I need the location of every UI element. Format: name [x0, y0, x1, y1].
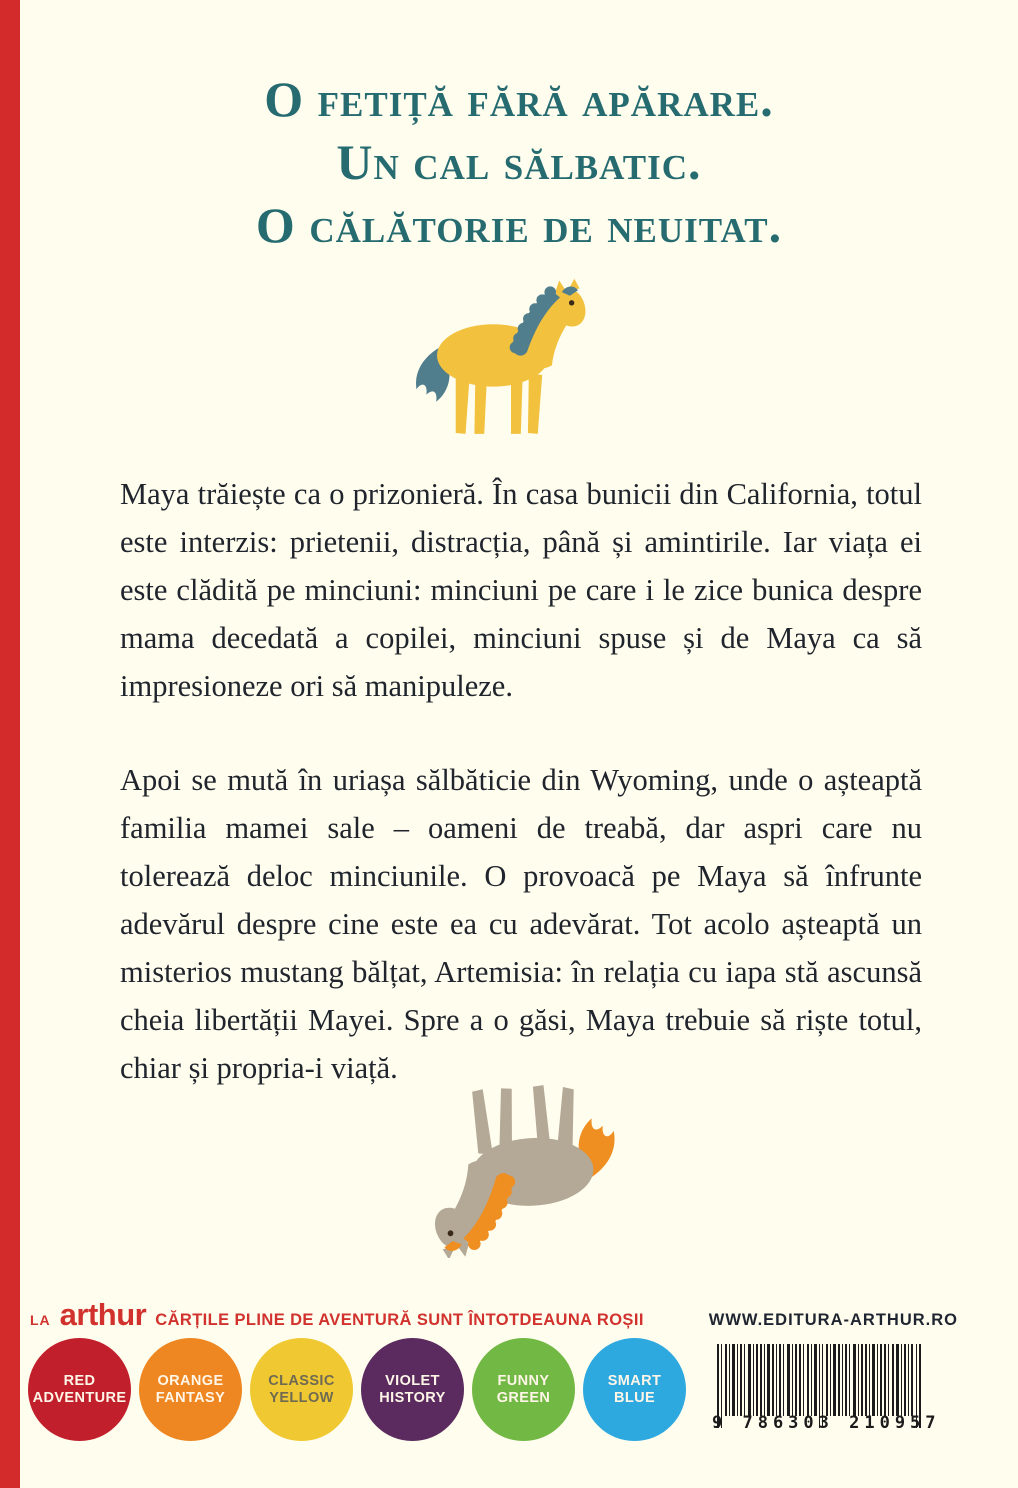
- badge-classic-yellow: CLASSIC YELLOW: [250, 1338, 353, 1441]
- barcode-number: 9 786303 210957: [712, 1413, 941, 1433]
- synopsis-paragraph-2: Apoi se mută în uriașa sălbăticie din Wyoming, unde o așteaptă familia mamei sale – oameni de treabă, dar aspri care nu tolerează deloc minciunile. O provoacă pe Maya să înfrunte adevărul despre cine este ea cu adevărat. Tot acolo așteaptă un misterios mustang bălțat, Artemisia: în relația cu iapa stă ascunsă cheia libertății Mayei. Spre a o găsi, Maya trebuie să riște totul, chiar și propria-i viață.: [120, 763, 922, 1085]
- tagline-line-2: Un cal sălbatic.: [336, 134, 702, 190]
- tagline-line-3: O călătorie de neuitat.: [255, 197, 783, 253]
- brand-prefix: LA: [30, 1312, 51, 1328]
- badge-funny-green: FUNNY GREEN: [472, 1338, 575, 1441]
- spine-stripe: [0, 0, 20, 1488]
- horse-rolling-illustration: [396, 1082, 630, 1258]
- brand-lockup: [30, 1297, 644, 1333]
- badge-violet-history: VIOLET HISTORY: [361, 1338, 464, 1441]
- synopsis: [120, 470, 922, 1092]
- website-url: WWW.EDITURA-ARTHUR.RO: [708, 1311, 958, 1329]
- barcode: [712, 1344, 941, 1433]
- badge-orange-fantasy: ORANGE FANTASY: [139, 1338, 242, 1441]
- synopsis-paragraph-1: Maya trăiește ca o prizonieră. În casa bunicii din California, totul este interzis: prietenii, distracția, până și amintirile. Iar viața ei este clădită pe minciuni: minciuni pe care i le zice bunica despre mama decedată a copilei, minciuni spuse și de Maya ca să impresioneze ori să manipuleze.: [120, 477, 922, 703]
- footer-brand-line: [30, 1297, 958, 1333]
- badge-red-adventure: RED ADVENTURE: [28, 1338, 131, 1441]
- badge-smart-blue: SMART BLUE: [583, 1338, 686, 1441]
- tagline-line-1: O fetiță fără apărare.: [264, 71, 774, 127]
- tagline: [20, 68, 1018, 257]
- collection-badges: [28, 1338, 686, 1441]
- horse-standing-illustration: [404, 270, 618, 448]
- brand-slogan: CĂRȚILE PLINE DE AVENTURĂ SUNT ÎNTOTDEAUNA ROȘII: [155, 1311, 644, 1329]
- arthur-logo: arthur: [59, 1297, 147, 1332]
